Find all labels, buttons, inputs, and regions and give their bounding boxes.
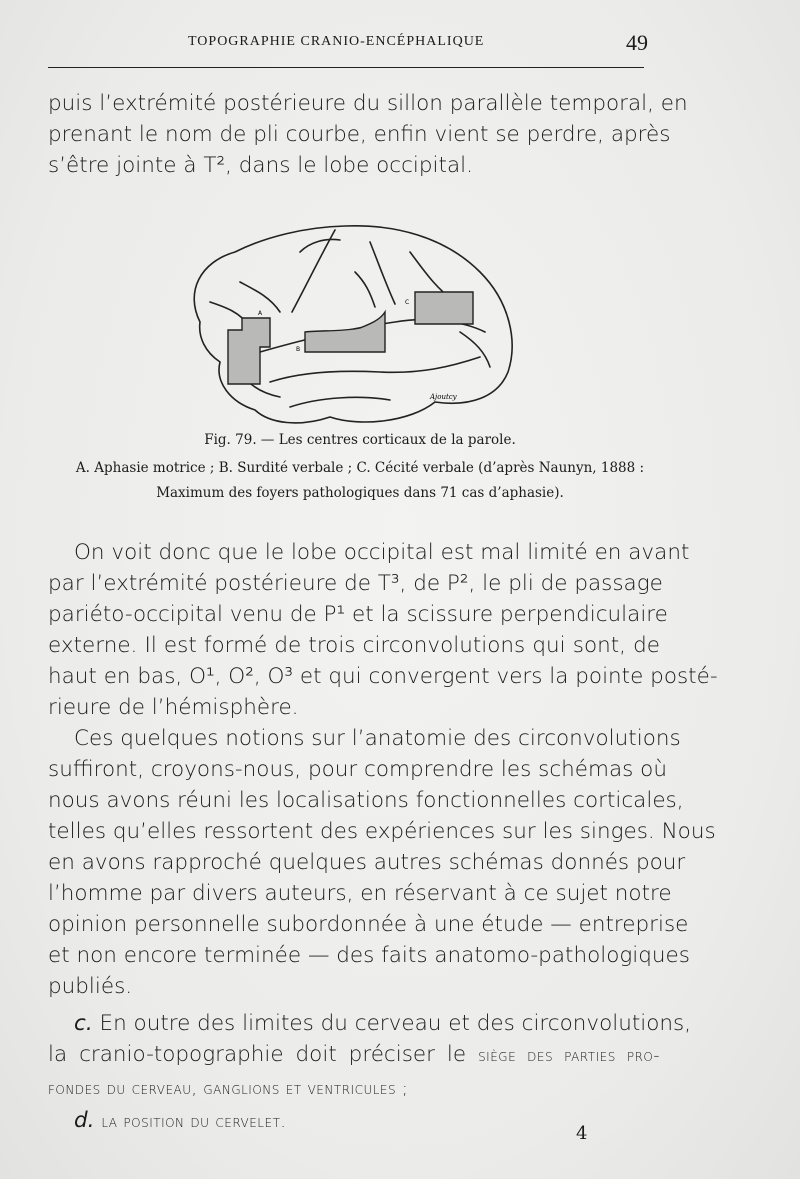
item-c-text: En outre des limites du cerveau et des circonvolutions, (99, 1011, 692, 1036)
text-line: publiés. (48, 974, 133, 999)
engraver-signature: Ajoutcy (430, 393, 457, 401)
item-c-smallcaps: siège des parties pro- (478, 1046, 660, 1066)
text-line: puis l’extrémité postérieure du sillon parallèle temporal, en (48, 91, 688, 116)
area-b-surdite-verbale (305, 312, 385, 352)
sulcus (240, 282, 280, 312)
area-c-cecite-verbale (415, 292, 473, 324)
text-line: haut en bas, O¹, O², O³ et qui convergent vers la pointe posté- (48, 664, 718, 689)
paragraph-4 (48, 1008, 692, 1138)
label-c: C (405, 299, 410, 306)
item-marker-c: c. (74, 1011, 93, 1036)
text-line: s’être jointe à T², dans le lobe occipital. (48, 153, 473, 178)
figure-caption-line: A. Aphasie motrice ; B. Surdité verbale ; C. Cécité verbale (d’après Naunyn, 1888 : (75, 460, 645, 476)
sulcus (290, 397, 390, 407)
text-line: l’homme par divers auteurs, en réservant à ce sujet notre (48, 881, 672, 906)
text-line: opinion personnelle subordonnée à une étude — entreprise (48, 912, 689, 937)
label-b: B (296, 346, 301, 353)
sulcus (300, 240, 340, 253)
text-line (48, 1008, 692, 1039)
item-c-smallcaps: fondes du cerveau, ganglions et ventricules ; (48, 1079, 409, 1099)
text-line (48, 1039, 660, 1072)
text-line (48, 1072, 660, 1105)
text-line: par l’extrémité postérieure de T³, de P², le pli de passage (48, 571, 663, 596)
item-c-text: la cranio-topographie doit préciser le (48, 1042, 467, 1067)
paragraph-1 (48, 88, 688, 181)
item-d-smallcaps: la position du cervelet. (101, 1112, 287, 1132)
text-line (48, 1105, 660, 1138)
text-line: suffiront, croyons-nous, pour comprendre les schémas où (48, 757, 667, 782)
paragraph-2 (48, 537, 718, 723)
sulcus (270, 357, 480, 382)
text-line: nous avons réuni les localisations fonctionnelles corticales, (48, 788, 684, 813)
figure-caption-title: Fig. 79. — Les centres corticaux de la parole. (204, 432, 516, 448)
page-header (48, 30, 648, 60)
paragraph-3 (48, 723, 716, 1002)
signature-mark: 4 (576, 1123, 588, 1144)
text-line: On voit donc que le lobe occipital est mal limité en avant (74, 540, 690, 565)
brain-diagram (180, 212, 520, 440)
text-line: pariéto-occipital venu de P¹ et la scissure perpendiculaire (48, 602, 668, 627)
text-line: Ces quelques notions sur l’anatomie des circonvolutions (74, 726, 681, 751)
header-rule (48, 67, 644, 68)
running-head: TOPOGRAPHIE CRANIO-ENCÉPHALIQUE (188, 34, 485, 49)
sulcus (355, 272, 375, 307)
sulcus (370, 242, 395, 304)
figure-caption-line: Maximum des foyers pathologiques dans 71 cas d’aphasie). (156, 485, 564, 501)
text-line: rieure de l’hémisphère. (48, 695, 299, 720)
text-line: telles qu’elles ressortent des expériences sur les singes. Nous (48, 819, 716, 844)
label-a: A (258, 310, 263, 317)
item-marker-d: d. (74, 1108, 95, 1133)
text-line: prenant le nom de pli courbe, enfin vient se perdre, après (48, 122, 671, 147)
text-line: et non encore terminée — des faits anatomo-pathologiques (48, 943, 690, 968)
text-line: en avons rapproché quelques autres schémas donnés pour (48, 850, 686, 875)
text-line: externe. Il est formé de trois circonvolutions qui sont, de (48, 633, 660, 658)
page-number: 49 (626, 30, 648, 55)
